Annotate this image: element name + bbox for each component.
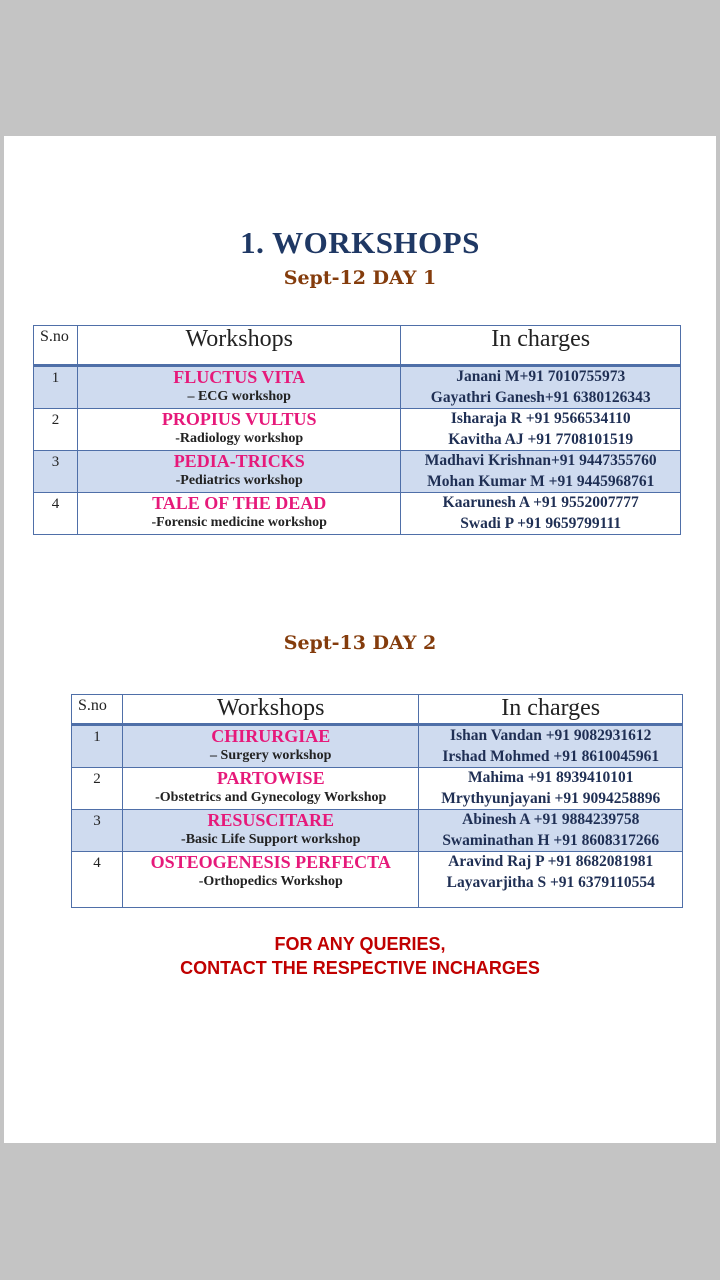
workshop-cell (77, 409, 400, 451)
workshop-subtitle: – ECG workshop (187, 389, 291, 404)
workshop-subtitle: -Pediatrics workshop (175, 473, 303, 488)
incharge-contact: Abinesh A +91 9884239758 (462, 811, 640, 828)
table-header-row (34, 326, 681, 366)
row-sno: 2 (72, 768, 123, 810)
workshop-cell (122, 810, 419, 852)
workshop-subtitle: – Surgery workshop (210, 748, 332, 763)
day2-heading: Sept-13 DAY 2 (283, 632, 437, 654)
incharges-cell (401, 366, 681, 409)
incharge-contact: Isharaja R +91 9566534110 (450, 410, 631, 427)
incharge-contact: Ishan Vandan +91 9082931612 (450, 727, 652, 744)
table-row (72, 810, 683, 852)
workshop-name: PROPIUS VULTUS (161, 409, 317, 429)
table-row (72, 725, 683, 768)
workshop-name: PARTOWISE (216, 768, 325, 788)
row-sno: 2 (34, 409, 78, 451)
incharges-cell (419, 725, 683, 768)
header-sno: S.no (34, 326, 78, 366)
header-incharges: In charges (419, 695, 683, 725)
header-sno: S.no (72, 695, 123, 725)
workshop-name: PEDIA-TRICKS (173, 451, 305, 471)
incharge-contact: Mrythyunjayani +91 9094258896 (441, 789, 661, 807)
table-row (34, 366, 681, 409)
page-title: 1. WORKSHOPS (240, 225, 480, 260)
workshop-cell (77, 366, 400, 409)
incharge-contact: Janani M+91 7010755973 (456, 368, 626, 385)
incharge-contact: Kavitha AJ +91 7708101519 (448, 430, 634, 448)
row-sno: 4 (34, 493, 78, 535)
footer-note (0, 932, 720, 980)
table-header-row (72, 695, 683, 725)
row-sno: 1 (72, 725, 123, 768)
workshop-cell (77, 493, 400, 535)
workshop-cell (122, 852, 419, 908)
table-row (34, 409, 681, 451)
workshop-subtitle: -Forensic medicine workshop (151, 515, 327, 530)
header-workshops: Workshops (77, 326, 400, 366)
incharge-contact: Swadi P +91 9659799111 (460, 514, 622, 532)
header-incharges: In charges (401, 326, 681, 366)
workshop-name: RESUSCITARE (207, 810, 335, 830)
row-sno: 4 (72, 852, 123, 908)
table-row (34, 493, 681, 535)
incharges-cell (419, 810, 683, 852)
workshop-name: TALE OF THE DEAD (152, 493, 327, 513)
incharge-contact: Gayathri Ganesh+91 6380126343 (430, 388, 651, 406)
workshop-subtitle: -Basic Life Support workshop (181, 832, 361, 847)
day1-heading: Sept-12 DAY 1 (283, 267, 437, 289)
workshop-name: OSTEOGENESIS PERFECTA (150, 852, 391, 872)
workshop-cell (77, 451, 400, 493)
day1-table (33, 325, 681, 535)
workshop-subtitle: -Radiology workshop (175, 431, 304, 446)
row-sno: 3 (34, 451, 78, 493)
row-sno: 1 (34, 366, 78, 409)
workshop-cell (122, 725, 419, 768)
incharge-contact: Mahima +91 8939410101 (467, 769, 634, 786)
incharges-cell (419, 852, 683, 908)
row-sno: 3 (72, 810, 123, 852)
workshop-subtitle: -Obstetrics and Gynecology Workshop (155, 790, 387, 805)
incharge-contact: Irshad Mohmed +91 8610045961 (442, 747, 660, 765)
incharge-contact: Mohan Kumar M +91 9445968761 (427, 472, 655, 490)
workshop-subtitle: -Orthopedics Workshop (198, 874, 343, 889)
incharge-contact: Swaminathan H +91 8608317266 (442, 831, 660, 849)
incharge-contact: Kaarunesh A +91 9552007777 (442, 494, 639, 511)
incharge-contact: Layavarjitha S +91 6379110554 (446, 873, 655, 891)
workshop-name: FLUCTUS VITA (173, 367, 306, 387)
workshop-cell (122, 768, 419, 810)
incharges-cell (401, 493, 681, 535)
day2-table (71, 694, 683, 908)
workshop-name: CHIRURGIAE (211, 726, 331, 746)
footer-line-1: FOR ANY QUERIES, (274, 934, 446, 954)
incharge-contact: Madhavi Krishnan+91 9447355760 (424, 452, 657, 469)
header-workshops: Workshops (122, 695, 419, 725)
footer-line-2: CONTACT THE RESPECTIVE INCHARGES (180, 958, 540, 978)
table-row (34, 451, 681, 493)
incharges-cell (401, 409, 681, 451)
incharges-cell (419, 768, 683, 810)
table-row (72, 852, 683, 908)
table-row (72, 768, 683, 810)
incharges-cell (401, 451, 681, 493)
incharge-contact: Aravind Raj P +91 8682081981 (448, 853, 654, 870)
